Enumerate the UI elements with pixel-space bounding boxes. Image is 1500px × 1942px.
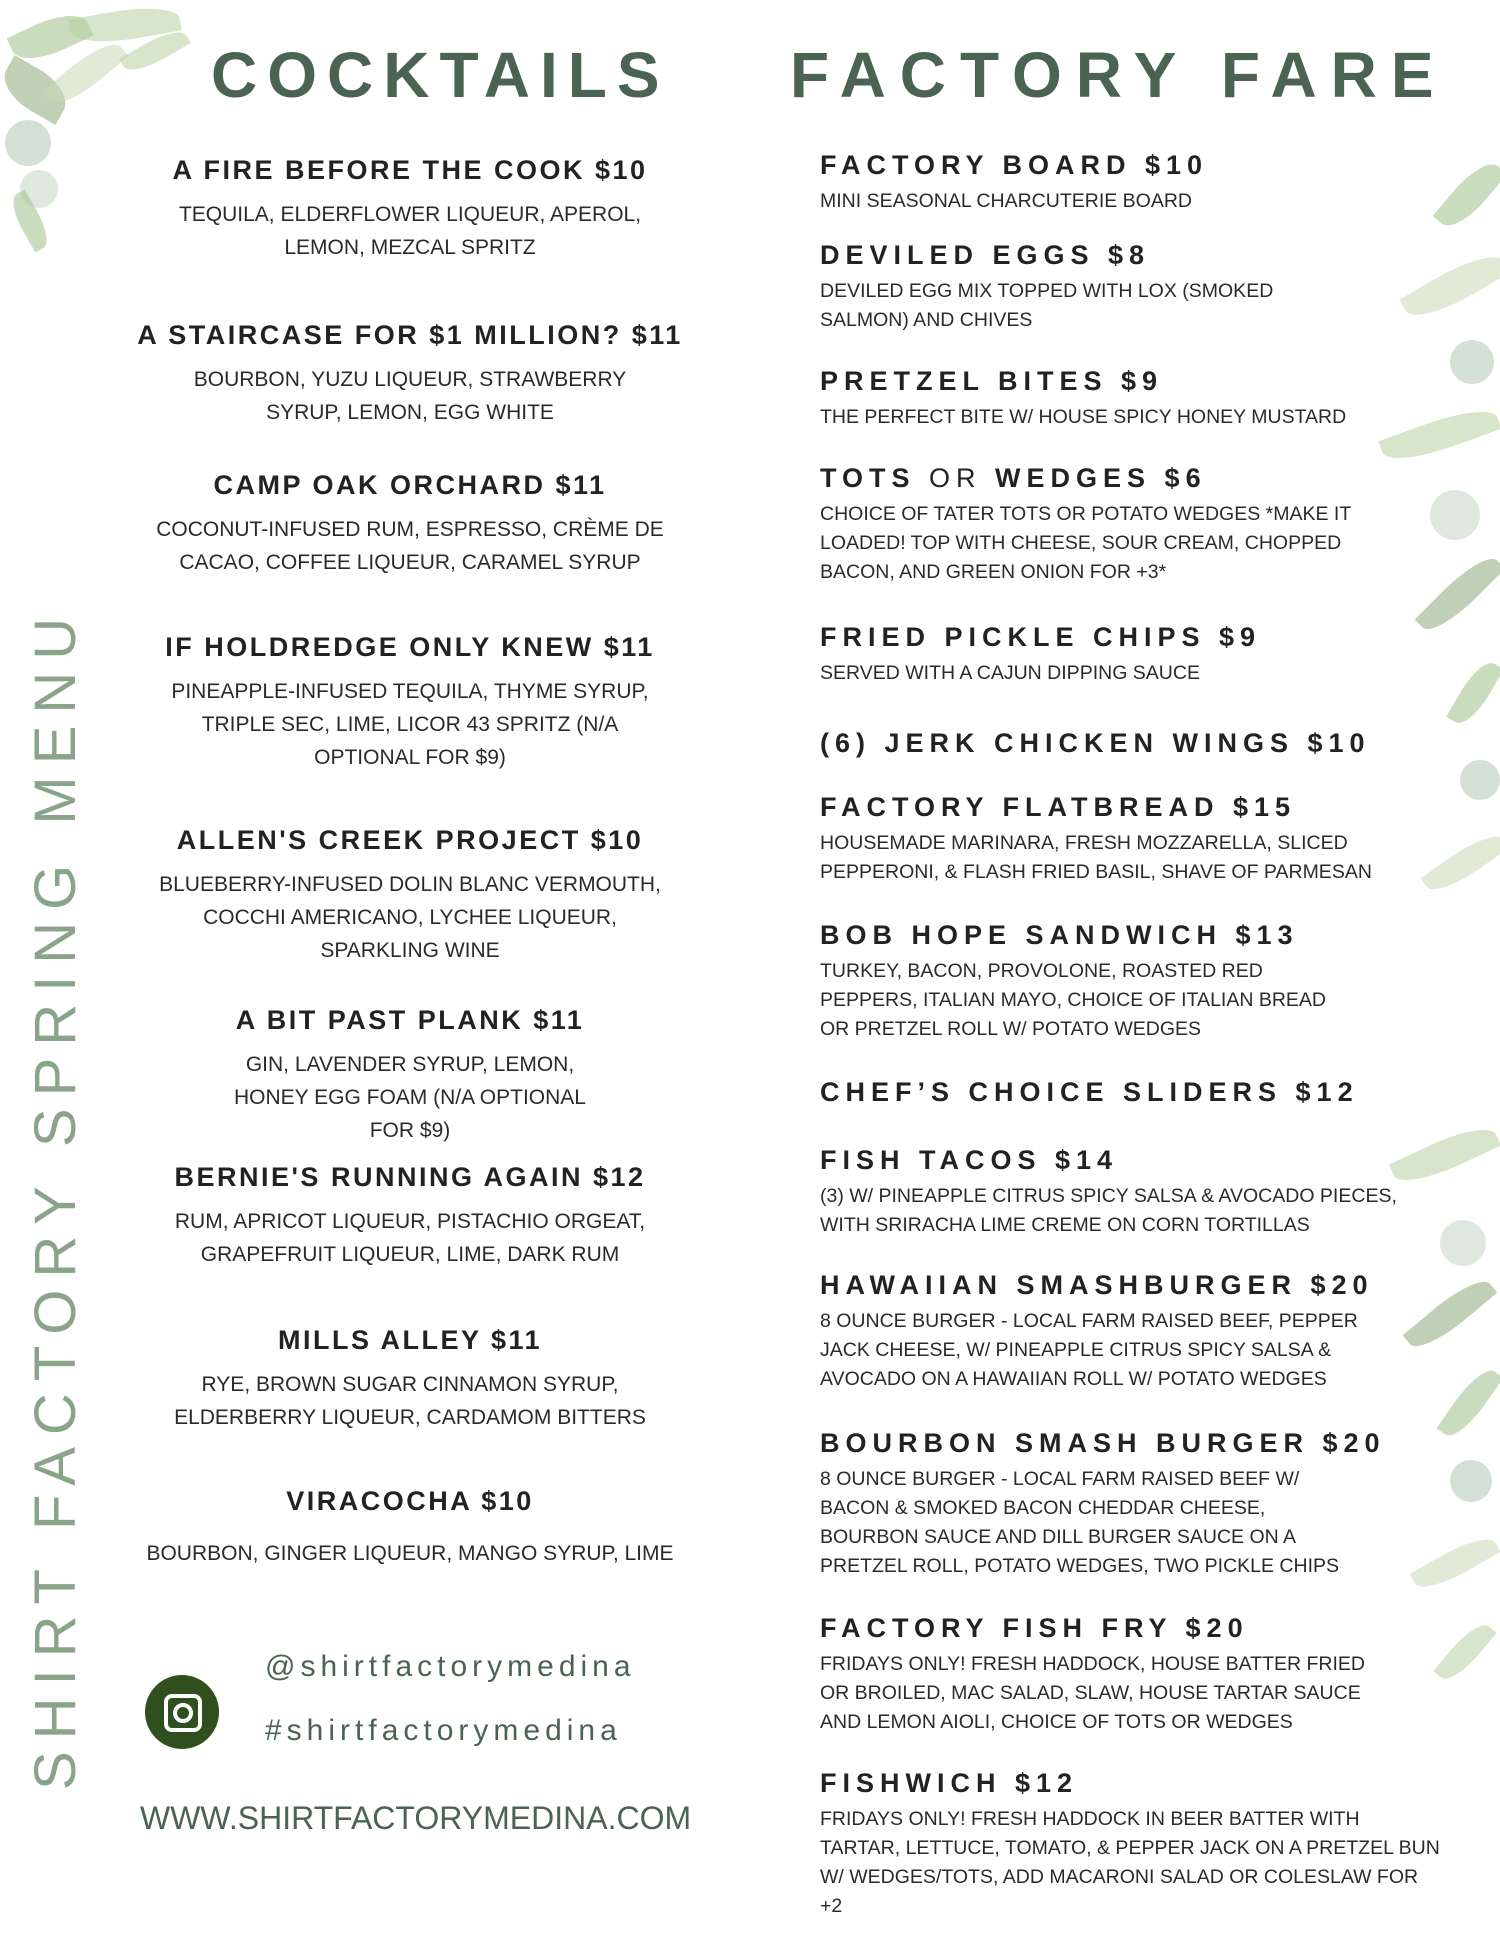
fare-description: THE PERFECT BITE W/ HOUSE SPICY HONEY MUSTARD (820, 406, 1347, 428)
fare-description: CHOICE OF TATER TOTS OR POTATO WEDGES *MAKE IT LOADED! TOP WITH CHEESE, SOUR CREAM, CHOPPED BACON, AND GREEN ONION FOR +3* (820, 503, 1351, 583)
fare-item (820, 728, 1440, 759)
cocktail-item (120, 470, 700, 579)
fare-description: FRIDAYS ONLY! FRESH HADDOCK, HOUSE BATTER FRIED OR BROILED, MAC SALAD, SLAW, HOUSE TARTAR SAUCE AND LEMON AIOLI, CHOICE OF TOTS OR WEDGES (820, 1653, 1365, 1733)
instagram-hashtag[interactable]: #shirtfactorymedina (265, 1714, 622, 1747)
cocktail-name: MILLS ALLEY $11 (277, 1325, 543, 1355)
cocktail-name: A BIT PAST PLANK $11 (235, 1005, 585, 1035)
fare-description: HOUSEMADE MARINARA, FRESH MOZZARELLA, SLICED PEPPERONI, & FLASH FRIED BASIL, SHAVE OF PARMESAN (820, 832, 1372, 883)
fare-item (820, 463, 1440, 587)
cocktail-name: VIRACOCHA $10 (286, 1486, 534, 1516)
cocktail-description: TEQUILA, ELDERFLOWER LIQUEUR, APEROL, LEMON, MEZCAL SPRITZ (178, 203, 642, 259)
cocktail-description: RYE, BROWN SUGAR CINNAMON SYRUP, ELDERBERRY LIQUEUR, CARDAMOM BITTERS (174, 1373, 646, 1429)
fare-description: (3) W/ PINEAPPLE CITRUS SPICY SALSA & AVOCADO PIECES, WITH SRIRACHA LIME CREME ON CORN TORTILLAS (820, 1185, 1397, 1236)
fare-description: FRIDAYS ONLY! FRESH HADDOCK IN BEER BATTER WITH TARTAR, LETTUCE, TOMATO, & PEPPER JACK ON A PRETZEL BUN W/ WEDGES/TOTS, ADD MACARONI SALAD OR COLESLAW FOR +2 (820, 1808, 1440, 1917)
website-link[interactable]: WWW.SHIRTFACTORYMEDINA.COM (140, 1800, 692, 1836)
fare-item (820, 150, 1440, 216)
fare-item (820, 1077, 1440, 1108)
fare-name: DEVILED EGGS $8 (820, 240, 1151, 270)
side-title: SHIRT FACTORY SPRING MENU (23, 605, 88, 1790)
fare-item (820, 792, 1440, 887)
cocktails-heading: COCKTAILS (211, 39, 670, 111)
fare-name: BOB HOPE SANDWICH $13 (820, 920, 1299, 950)
fare-name: HAWAIIAN SMASHBURGER $20 (820, 1270, 1374, 1300)
social-section (140, 1650, 740, 1850)
fare-name (820, 463, 1440, 494)
fare-description: MINI SEASONAL CHARCUTERIE BOARD (820, 190, 1193, 212)
cocktail-description: BOURBON, GINGER LIQUEUR, MANGO SYRUP, LIME (146, 1542, 674, 1565)
fare-item (820, 1768, 1440, 1921)
fare-item (820, 1428, 1440, 1581)
cocktail-name: IF HOLDREDGE ONLY KNEW $11 (165, 632, 655, 662)
fare-name-part: OR (929, 463, 982, 493)
cocktail-name: A FIRE BEFORE THE COOK $10 (172, 155, 648, 185)
cocktail-item (120, 1325, 700, 1434)
fare-description: DEVILED EGG MIX TOPPED WITH LOX (SMOKED SALMON) AND CHIVES (820, 280, 1274, 331)
cocktail-item (120, 155, 700, 264)
cocktail-item (120, 320, 700, 429)
cocktail-description: BOURBON, YUZU LIQUEUR, STRAWBERRY SYRUP, LEMON, EGG WHITE (193, 368, 627, 424)
cocktail-item (120, 825, 700, 967)
fare-name: FISH TACOS $14 (820, 1145, 1119, 1175)
cocktail-name: CAMP OAK ORCHARD $11 (213, 470, 607, 500)
cocktail-description: COCONUT-INFUSED RUM, ESPRESSO, CRÈME DE CACAO, COFFEE LIQUEUR, CARAMEL SYRUP (156, 518, 664, 574)
cocktail-description: RUM, APRICOT LIQUEUR, PISTACHIO ORGEAT, GRAPEFRUIT LIQUEUR, LIME, DARK RUM (174, 1210, 646, 1266)
cocktail-description: BLUEBERRY-INFUSED DOLIN BLANC VERMOUTH, COCCHI AMERICANO, LYCHEE LIQUEUR, SPARKLING WINE (159, 873, 661, 962)
fare-name: CHEF’S CHOICE SLIDERS $12 (820, 1077, 1359, 1107)
fare-item (820, 622, 1440, 688)
fare-item (820, 920, 1440, 1044)
fare-description: SERVED WITH A CAJUN DIPPING SAUCE (820, 662, 1200, 684)
cocktail-item (120, 632, 700, 774)
cocktail-item (120, 1162, 700, 1271)
fare-item (820, 240, 1440, 335)
fare-name: PRETZEL BITES $9 (820, 366, 1164, 396)
fare-name: FISHWICH $12 (820, 1768, 1079, 1798)
cocktail-name: A STAIRCASE FOR $1 MILLION? $11 (137, 320, 683, 350)
fare-description: 8 OUNCE BURGER - LOCAL FARM RAISED BEEF, PEPPER JACK CHEESE, W/ PINEAPPLE CITRUS SPICY SALSA & AVOCADO ON A HAWAIIAN ROLL W/ POTATO WEDGES (820, 1310, 1358, 1390)
cocktail-name: BERNIE'S RUNNING AGAIN $12 (174, 1162, 646, 1192)
fare-name-part: WEDGES $6 (995, 463, 1207, 493)
fare-name: FACTORY FLATBREAD $15 (820, 792, 1297, 822)
cocktail-description: GIN, LAVENDER SYRUP, LEMON, HONEY EGG FOAM (N/A OPTIONAL FOR $9) (233, 1053, 586, 1142)
fare-name-part: TOTS (820, 463, 916, 493)
fare-item (820, 1270, 1440, 1394)
fare-item (820, 1145, 1440, 1240)
cocktail-item (120, 1005, 700, 1147)
instagram-icon[interactable] (145, 1675, 219, 1749)
camera-lens (173, 1703, 193, 1723)
fare-name: (6) JERK CHICKEN WINGS $10 (820, 728, 1371, 758)
fare-name: FACTORY BOARD $10 (820, 150, 1209, 180)
fare-name: FRIED PICKLE CHIPS $9 (820, 622, 1262, 652)
fare-name: FACTORY FISH FRY $20 (820, 1613, 1249, 1643)
fare-name: BOURBON SMASH BURGER $20 (820, 1428, 1386, 1458)
fare-description: TURKEY, BACON, PROVOLONE, ROASTED RED PEPPERS, ITALIAN MAYO, CHOICE OF ITALIAN BREAD OR PRETZEL ROLL W/ POTATO WEDGES (820, 960, 1327, 1040)
fare-item (820, 1613, 1440, 1737)
cocktail-name: ALLEN'S CREEK PROJECT $10 (176, 825, 644, 855)
cocktail-description: PINEAPPLE-INFUSED TEQUILA, THYME SYRUP, TRIPLE SEC, LIME, LICOR 43 SPRITZ (N/A OPTIONAL FOR $9) (171, 680, 649, 769)
factory-fare-heading: FACTORY FARE (790, 39, 1448, 111)
fare-description: 8 OUNCE BURGER - LOCAL FARM RAISED BEEF W/ BACON & SMOKED BACON CHEDDAR CHEESE, BOURBON SAUCE AND DILL BURGER SAUCE ON A PRETZEL ROLL, POTATO WEDGES, TWO PICKLE CHIPS (820, 1468, 1340, 1577)
cocktail-item (120, 1486, 700, 1570)
instagram-handle[interactable]: @shirtfactorymedina (265, 1650, 636, 1683)
fare-item (820, 366, 1440, 432)
